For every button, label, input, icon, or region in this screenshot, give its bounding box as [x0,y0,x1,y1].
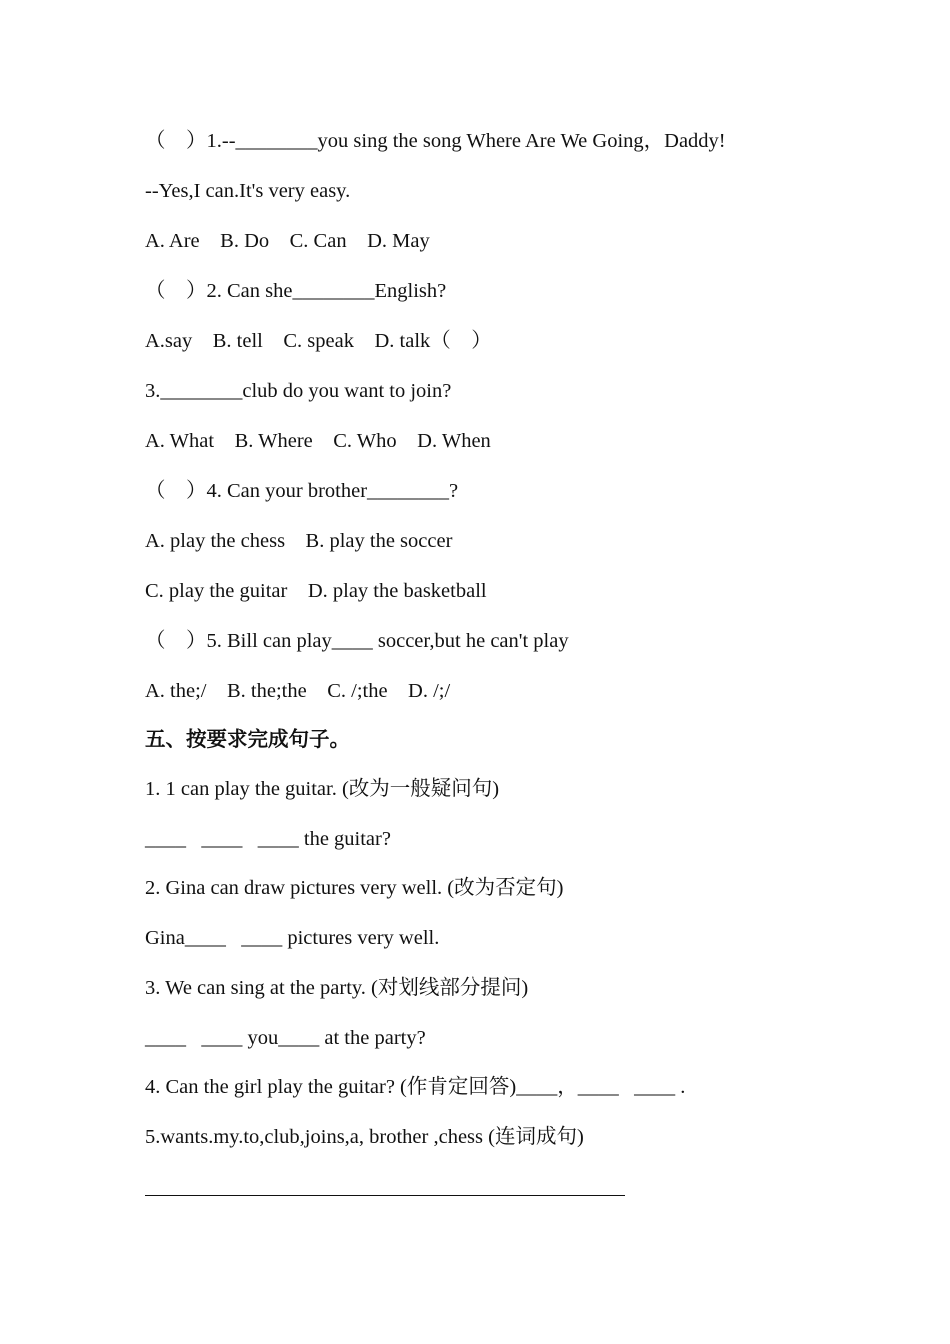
sentence-2-answer: Gina____ ____ pictures very well. [145,927,440,949]
question-1-options: A. Are B. Do C. Can D. May [145,230,430,252]
question-4-stem: （ ）4. Can your brother________? [145,480,459,502]
sentence-3-prompt: 3. We can sing at the party. (对划线部分提问) [145,977,529,999]
section-five-heading: 五、按要求完成句子。 [145,729,350,751]
sentence-4-prompt: 4. Can the girl play the guitar? (作肯定回答)____，____ ____ . [145,1076,686,1098]
sentence-5-answer-line [145,1195,625,1196]
sentence-1-answer: ____ ____ ____ the guitar? [145,828,391,850]
question-3-options: A. What B. Where C. Who D. When [145,430,491,452]
question-5-options: A. the;/ B. the;the C. /;the D. /;/ [145,680,451,702]
question-4-options-ab: A. play the chess B. play the soccer [145,530,453,552]
question-4-options-cd: C. play the guitar D. play the basketball [145,580,487,602]
sentence-1-prompt: 1. 1 can play the guitar. (改为一般疑问句) [145,778,500,800]
question-3-stem: 3.________club do you want to join? [145,380,452,402]
sentence-2-prompt: 2. Gina can draw pictures very well. (改为否定句) [145,877,564,899]
question-1-response: --Yes,I can.It's very easy. [145,180,351,202]
sentence-5-prompt: 5.wants.my.to,club,joins,a, brother ,chess (连词成句) [145,1126,584,1148]
question-5-stem: （ ）5. Bill can play____ soccer,but he can't play [145,630,569,652]
question-1-stem: （ ）1.--________you sing the song Where Are We Going，Daddy! [145,130,726,152]
sentence-3-answer: ____ ____ you____ at the party? [145,1027,426,1049]
question-2-options: A.say B. tell C. speak D. talk（ ） [145,330,492,352]
question-2-stem: （ ）2. Can she________English? [145,280,447,302]
